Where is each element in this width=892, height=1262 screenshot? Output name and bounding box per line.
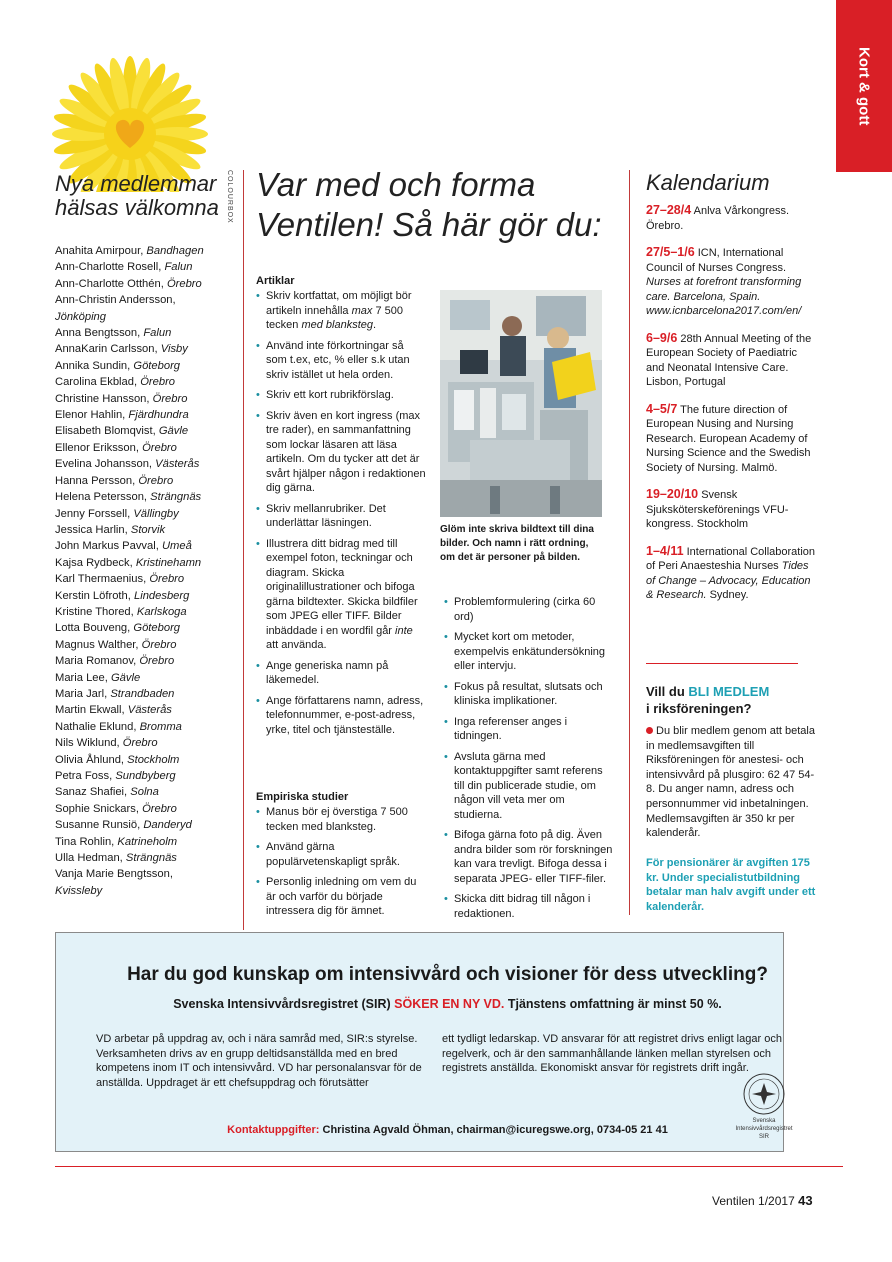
member-item	[55, 423, 235, 439]
calendar-item	[646, 487, 816, 532]
member-item	[55, 506, 235, 522]
research-guideline: • Problemformulering (cirka 60 ord)	[444, 595, 616, 624]
page-footer	[712, 1193, 813, 1208]
member-place: Örebro	[140, 376, 176, 389]
member-place: Örebro	[139, 655, 175, 668]
guideline-text: att använda.	[266, 639, 327, 651]
calendar-italic: Tides of Change – Advocacy, Education & Research.	[646, 560, 811, 601]
calendar-date: 4–5/7	[646, 401, 678, 416]
member-name: AnnaKarin Carlsson,	[55, 343, 161, 356]
guideline-text: Använd inte förkortningar så som t.ex, etc, % eller s.k utan skriv istället ut hela orden.	[266, 339, 410, 381]
member-place: Örebro	[149, 573, 185, 586]
article-heading-line1: Var med och forma	[256, 166, 536, 203]
member-name: Maria Romanov,	[55, 655, 140, 668]
research-guideline: • Mycket kort om metoder, exempelvis enkätundersökning eller intervju.	[444, 630, 616, 674]
magazine-issue: Ventilen 1/2017	[712, 1194, 795, 1208]
member-item	[55, 752, 235, 768]
member-item	[55, 850, 235, 866]
member-name: Anna Bengtsson,	[55, 327, 144, 340]
member-name: John Markus Pavval,	[55, 540, 162, 553]
member-place: Strängnäs	[125, 852, 177, 865]
members-heading-line1: Nya medlemmar	[55, 171, 217, 196]
calendar-item	[646, 402, 816, 476]
calendar-date: 19–20/10	[646, 487, 699, 501]
guideline-text: Skriv ett kort rubrikförslag.	[266, 389, 394, 401]
member-name: Kristine Thored,	[55, 605, 137, 618]
member-item	[55, 588, 235, 604]
member-place: Örebro	[141, 638, 177, 651]
membership-heading	[646, 683, 826, 717]
member-place: Umeå	[161, 540, 192, 553]
guideline-text: Skriv även en kort ingress (max tre rader), en sammanfattning som lockar läsaren att läsa artikeln. Om du tycker att det är svårt hjälper någon i redaktionen dig gärna.	[266, 409, 426, 494]
research-guideline: • Skicka ditt bidrag till någon i redaktionen.	[444, 892, 616, 921]
calendar-date: 27–28/4	[646, 203, 692, 217]
member-item	[55, 571, 235, 587]
calendar-item	[646, 331, 816, 390]
member-place: Stockholm	[127, 753, 180, 766]
member-place: Västerås	[155, 458, 200, 471]
membership-q1: Vill du	[646, 684, 689, 699]
member-name: Helena Petersson,	[55, 491, 151, 504]
member-place: Örebro	[142, 441, 177, 454]
member-place: Gävle	[158, 425, 189, 438]
member-place: Sundbyberg	[115, 770, 176, 782]
member-name: Elenor Hahlin,	[55, 409, 129, 422]
section-tab	[836, 0, 892, 172]
member-name: Jessica Harlin,	[55, 523, 131, 536]
member-name: Ellenor Eriksson,	[55, 441, 143, 454]
member-name: Kerstin Löfroth,	[55, 589, 134, 602]
guideline-text: med blanksteg	[301, 319, 374, 331]
membership-highlight: BLI MEDLEM	[688, 684, 770, 699]
member-place: Fjärdhundra	[128, 409, 189, 422]
member-item	[55, 522, 235, 538]
empirical-guideline: • Använd gärna populärvetenskapligt språk.	[256, 840, 426, 869]
member-name: Lotta Bouveng,	[55, 622, 134, 635]
job-ad-sub-post: Tjänstens omfattning är minst 50 %.	[504, 997, 722, 1011]
member-item	[55, 391, 235, 407]
research-guideline: • Inga referenser anges i tidningen.	[444, 715, 616, 744]
member-place: Västerås	[127, 704, 172, 717]
job-ad-col1: VD arbetar på uppdrag av, och i nära samråd med, SIR:s styrelse. Verksamheten drivs av en grupp deltidsanställda med en bred kompetens inom IT och intensivvård. VD har personalansvar för de anställda. Uppdraget är ett chefsuppdrag och förutsätter	[96, 1033, 422, 1089]
pension-note: För pensionärer är avgiften 175 kr. Under specialistutbildning betalar man halv avgift under ett kalenderår.	[646, 857, 816, 913]
page-number: 43	[798, 1193, 813, 1208]
member-name: Magnus Walther,	[55, 638, 142, 651]
member-item	[55, 866, 235, 882]
member-name: Martin Ekwall,	[55, 704, 128, 717]
seal-line2: Intensivvårdsregistret	[735, 1126, 793, 1132]
hospital-photo	[440, 290, 602, 517]
member-name: Sanaz Shafiei,	[55, 786, 131, 799]
member-place: Göteborg	[133, 622, 181, 635]
member-item	[55, 309, 235, 325]
member-item	[55, 374, 235, 390]
job-ad-sub-pre: Svenska Intensivvårdsregistret (SIR)	[173, 997, 395, 1011]
member-place: Vällingby	[133, 507, 179, 520]
member-item	[55, 325, 235, 341]
member-place: Göteborg	[133, 359, 181, 372]
member-name: Christine Hansson,	[55, 392, 153, 405]
member-item	[55, 735, 235, 751]
calendar-text: International Collaboration of Peri Anaesteshia Nurses	[646, 545, 816, 572]
member-item	[55, 456, 235, 472]
member-name: Annika Sundin,	[55, 359, 134, 372]
seal-line3: SIR	[758, 1134, 769, 1140]
member-item	[55, 637, 235, 653]
job-ad-title: Har du god kunskap om intensivvård och visioner för dess utveckling?	[127, 964, 768, 985]
guideline-text: Ange författarens namn, adress, telefonnummer, e-post-adress, yrke, titel och tjänsteställe.	[266, 694, 424, 736]
member-place: Falun	[164, 261, 193, 274]
member-item	[55, 341, 235, 357]
sunflower-image	[32, 42, 228, 192]
article-guideline	[256, 659, 426, 688]
member-item	[55, 702, 235, 718]
member-name: Susanne Runsiö,	[55, 819, 144, 832]
calendar-list	[646, 203, 816, 615]
calendar-date: 1–4/11	[646, 543, 684, 558]
member-item	[55, 834, 235, 850]
member-item	[55, 670, 235, 686]
member-name: Ann-Charlotte Otthén,	[55, 277, 167, 290]
members-heading-line2: hälsas välkomna	[55, 195, 219, 220]
member-name: Sophie Snickars,	[55, 802, 143, 815]
member-place: Kristinehamn	[135, 556, 202, 569]
job-ad-sub-highlight: SÖKER EN NY VD.	[394, 997, 505, 1011]
member-item	[55, 440, 235, 456]
column-divider	[243, 170, 244, 930]
member-name: Hanna Persson,	[55, 474, 139, 487]
photo-caption: Glöm inte skriva bildtext till dina bilder. Och namn i rätt ordning, om det är personer på bilden.	[440, 524, 594, 563]
member-name: Anahita Amirpour,	[55, 245, 147, 257]
member-item	[55, 243, 235, 259]
member-item	[55, 784, 235, 800]
member-item	[55, 817, 235, 833]
photo-credit: COLOURBOX	[226, 170, 233, 224]
research-list	[444, 595, 616, 927]
member-item	[55, 686, 235, 702]
member-place: Lindesberg	[133, 589, 190, 602]
guideline-text: .	[373, 319, 377, 331]
article-heading-line2: Ventilen! Så här gör du:	[256, 206, 602, 243]
calendar-date: 6–9/6	[646, 330, 678, 345]
membership-body: Du blir medlem genom att betala in medlemsavgiften till Riksföreningen för anestesi- och intensivvård på plusgiro: 62 47 54-8. Du anger namn, adress och personnummer vid inbetalningen. Medlemsavgiften är 350 kr per kalenderår.	[646, 725, 815, 840]
member-name: Tina Rohlin,	[55, 835, 118, 848]
member-name: Karl Thermaenius,	[55, 573, 150, 586]
member-item	[55, 620, 235, 636]
guideline-text: max	[351, 304, 373, 317]
job-ad-col2: ett tydligt ledarskap. VD ansvarar för att registret drivs enligt lagar och regelverk, och är den sammanhållande länken mellan styrelsen och registrets anställda. Ekonomiskt ansvar för registrets drift ingår.	[442, 1033, 782, 1075]
guideline-text: Skriv kortfattat, om möjligt bör artikeln innehålla	[266, 290, 412, 317]
member-name: Jenny Forssell,	[55, 507, 134, 520]
calendar-text: The future direction of European Nusing and Nursing Research. European Academy of Nursing Science and the Swedish Society of Nursing. Malmö.	[646, 403, 811, 474]
contact-label: Kontaktuppgifter:	[227, 1124, 320, 1136]
empirical-guideline: • Personlig inledning om vem du är och varför du började intressera dig för ämnet.	[256, 875, 426, 919]
empirical-subheading: Empiriska studier	[256, 791, 349, 803]
member-place: Örebro	[166, 277, 202, 290]
calendar-text: Svensk Sjuksköterskeförenings VFU-kongress. Stockholm	[646, 489, 789, 530]
article-guideline	[256, 694, 426, 738]
column-divider-right	[629, 170, 630, 915]
member-name: Kajsa Rydbeck,	[55, 556, 136, 569]
member-item	[55, 538, 235, 554]
member-name: Maria Jarl,	[55, 687, 111, 700]
calendar-italic: Nurses at forefront transforming care. Barcelona, Spain. www.icnbarcelona2017.com/en/	[646, 276, 802, 317]
research-guideline: • Fokus på resultat, slutsats och kliniska implikationer.	[444, 680, 616, 709]
member-item	[55, 801, 235, 817]
member-place: Visby	[160, 343, 188, 356]
member-name: Ann-Charlotte Rosell,	[55, 261, 165, 274]
member-name: Vanja Marie Bengtsson,	[55, 868, 173, 881]
member-place: Kvissleby	[55, 884, 103, 897]
calendar-text: ICN, International Council of Nurses Congress.	[646, 247, 787, 274]
member-name: Ann-Christin Andersson,	[55, 294, 176, 307]
member-place: Jönköping	[55, 310, 107, 323]
bullet-dot-icon	[646, 727, 653, 734]
member-name: Carolina Ekblad,	[55, 376, 141, 389]
articles-subheading: Artiklar	[256, 275, 295, 287]
calendar-heading: Kalendarium	[646, 170, 770, 195]
member-item	[55, 259, 235, 275]
member-name: Olivia Åhlund,	[55, 753, 128, 766]
member-name: Elisabeth Blomqvist,	[55, 425, 159, 438]
member-place: Danderyd	[143, 819, 192, 832]
articles-list	[256, 289, 426, 743]
calendar-text: Anlva Vårkongress. Örebro.	[646, 205, 790, 232]
research-guideline: • Bifoga gärna foto på dig. Även andra bilder som rör forskningen kan vara trevligt. Bifoga dessa i separata JPEG- eller TIFF-filer.	[444, 828, 616, 886]
member-place: Falun	[143, 327, 172, 340]
member-item	[55, 719, 235, 735]
calendar-date: 27/5–1/6	[646, 245, 695, 259]
member-place: Strängnäs	[150, 491, 202, 504]
member-name: Ulla Hedman,	[55, 852, 126, 865]
guideline-text: inte	[395, 624, 413, 637]
member-place: Gävle	[110, 671, 141, 684]
calendar-item	[646, 203, 816, 233]
calendar-tail: Sydney.	[706, 589, 749, 601]
research-guideline: • Avsluta gärna med kontaktuppgifter samt referens till din publicerade studie, om någon vill veta mer om studierna.	[444, 750, 616, 823]
member-item	[55, 883, 235, 899]
member-item	[55, 653, 235, 669]
seal-line1: Svenska	[752, 1118, 776, 1124]
members-heading	[55, 172, 245, 220]
member-name: Petra Foss,	[55, 770, 116, 782]
member-place: Karlskoga	[136, 605, 187, 618]
empirical-list	[256, 805, 426, 925]
calendar-text: 28th Annual Meeting of the European Society of Paediatric and Neonatal Intensive Care. Lisbon, Portugal	[646, 332, 812, 388]
article-guideline	[256, 537, 426, 653]
empirical-guideline: • Manus bör ej överstiga 7 500 tecken med blanksteg.	[256, 805, 426, 834]
member-name: Maria Lee,	[55, 671, 111, 684]
member-item	[55, 555, 235, 571]
article-heading	[256, 165, 616, 245]
calendar-item	[646, 245, 816, 319]
article-guideline	[256, 289, 426, 333]
member-name: Nils Wiklund,	[55, 737, 123, 750]
member-place: Örebro	[152, 392, 188, 405]
sir-seal-logo	[718, 1072, 810, 1142]
member-item	[55, 768, 235, 784]
contact-details: Christina Agvald Öhman, chairman@icuregswe.org, 0734-05 21 41	[319, 1124, 668, 1136]
seal-emblem-icon	[718, 1072, 810, 1116]
member-item	[55, 473, 235, 489]
member-place: Katrineholm	[117, 835, 178, 848]
calendar-divider	[646, 663, 798, 664]
article-guideline	[256, 409, 426, 496]
member-place: Bromma	[139, 720, 182, 733]
member-item	[55, 358, 235, 374]
member-place: Örebro	[122, 737, 158, 750]
member-name: Nathalie Eklund,	[55, 720, 140, 733]
guideline-text: Illustrera ditt bidrag med till exempel foton, teckningar och diagram. Skicka originalillustrationer och bifoga gärna bildtexter. Skicka bildfiler som JPEG eller TIFF. Bilder inbäddade i en wordfil går	[266, 537, 418, 637]
member-item	[55, 407, 235, 423]
member-place: Örebro	[138, 474, 174, 487]
guideline-text: Skriv mellanrubriker. Det underlättar läsningen.	[266, 502, 386, 529]
guideline-text: 7 500 tecken	[266, 304, 403, 331]
job-ad-subtitle	[55, 997, 840, 1011]
member-item	[55, 489, 235, 505]
membership-text	[646, 724, 818, 841]
member-place: Bandhagen	[146, 245, 204, 257]
member-place: Strandbaden	[110, 687, 175, 700]
article-guideline	[256, 502, 426, 531]
member-place: Solna	[130, 786, 159, 799]
footer-divider	[55, 1166, 843, 1167]
member-name: Evelina Johansson,	[55, 458, 156, 471]
member-item	[55, 292, 235, 308]
member-item	[55, 604, 235, 620]
article-guideline	[256, 388, 426, 403]
membership-q2: i riksföreningen?	[646, 701, 752, 716]
member-place: Örebro	[142, 802, 177, 815]
member-place: Storvik	[130, 523, 166, 536]
article-guideline	[256, 339, 426, 383]
calendar-item	[646, 544, 816, 603]
guideline-text: Ange generiska namn på läkemedel.	[266, 659, 389, 686]
member-list	[55, 243, 235, 899]
member-item	[55, 276, 235, 292]
section-tab-label: Kort & gott	[855, 46, 873, 126]
